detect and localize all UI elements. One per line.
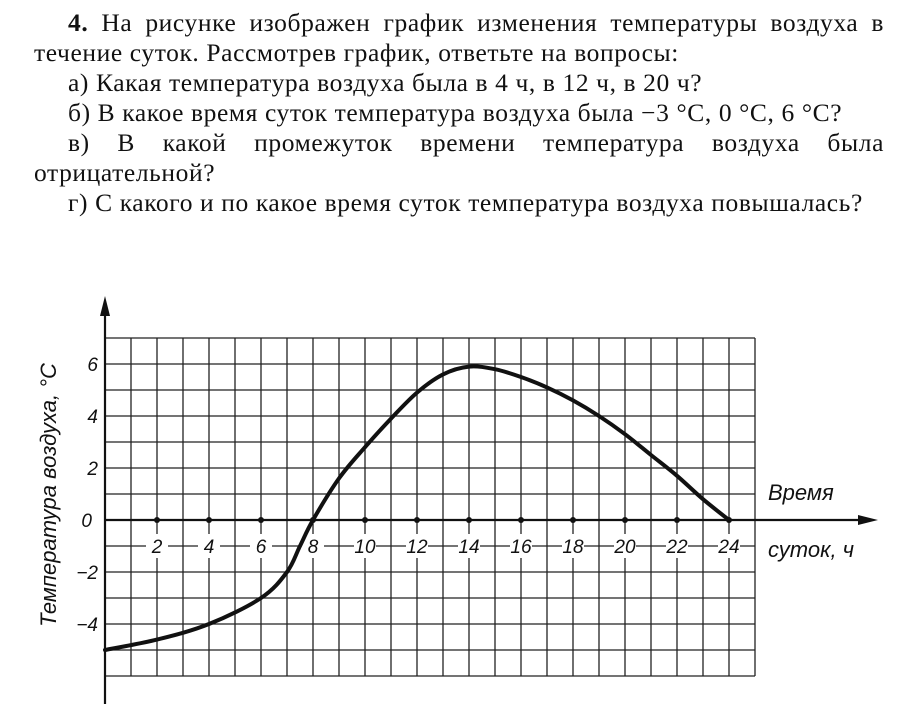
- y-tick-label: 4: [87, 407, 98, 428]
- x-axis-label-line1: Время: [768, 480, 834, 505]
- x-tick-mark: [466, 517, 472, 523]
- temperature-chart: [0, 280, 903, 707]
- x-tick-label: 6: [255, 537, 267, 558]
- x-tick-label: 2: [151, 537, 163, 558]
- y-axis-label: Температура воздуха, °С: [36, 363, 61, 627]
- question-g: г) С какого и по какое время суток температура воздуха повышалась?: [68, 188, 863, 217]
- question-a: а) Какая температура воздуха была в 4 ч, в 12 ч, в 20 ч?: [68, 68, 703, 97]
- y-tick-label: −4: [76, 615, 98, 636]
- x-tick-mark: [570, 517, 576, 523]
- question-v: в) В какой промежуток времени температура воздуха была отрицательной?: [34, 128, 884, 187]
- x-tick-label: 4: [203, 537, 215, 558]
- x-tick-label: 22: [666, 537, 688, 558]
- x-tick-label: 16: [510, 537, 532, 558]
- task-intro: [34, 8, 884, 68]
- x-tick-mark: [518, 517, 524, 523]
- x-tick-mark: [362, 517, 368, 523]
- x-tick-mark: [674, 517, 680, 523]
- question-b: б) В какое время суток температура воздуха была −3 °С, 0 °С, 6 °С?: [68, 98, 843, 127]
- x-tick-label: 20: [614, 537, 636, 558]
- x-tick-mark: [258, 517, 264, 523]
- x-tick-mark: [154, 517, 160, 523]
- x-tick-mark: [414, 517, 420, 523]
- x-tick-mark: [622, 517, 628, 523]
- x-tick-label: 8: [307, 537, 319, 558]
- y-tick-label: 2: [87, 459, 98, 480]
- y-tick-label: −2: [76, 563, 98, 584]
- x-tick-label: 12: [406, 537, 428, 558]
- y-axis-arrow: [100, 296, 110, 316]
- x-tick-label: 24: [718, 537, 740, 558]
- y-tick-label: 0: [81, 511, 92, 532]
- task-text: [34, 8, 884, 218]
- chart-axes: [100, 296, 878, 704]
- task-intro-text: На рисунке изображен график изменения температуры воздуха в течение суток. Рассмотрев график, ответьте на вопросы:: [34, 8, 884, 67]
- x-tick-label: 14: [458, 537, 480, 558]
- x-tick-mark: [206, 517, 212, 523]
- x-axis-arrow: [858, 515, 878, 525]
- task-number: 4.: [68, 8, 89, 37]
- x-tick-label: 10: [354, 537, 376, 558]
- x-axis-label-line2: суток, ч: [768, 537, 855, 562]
- x-tick-label: 18: [562, 537, 584, 558]
- y-tick-label: 6: [87, 355, 98, 376]
